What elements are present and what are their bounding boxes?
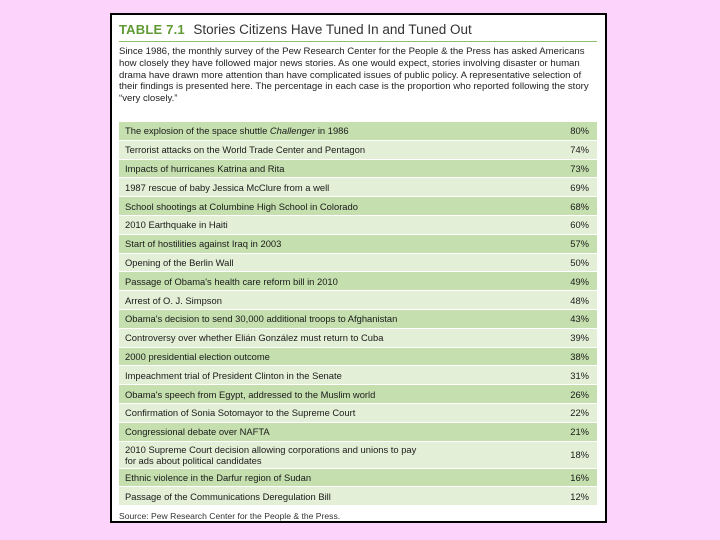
percentage-cell: 12%: [543, 487, 597, 506]
table-row: [119, 422, 597, 441]
story-cell: Terrorist attacks on the World Trade Center and Pentagon: [119, 140, 543, 159]
percentage-cell: 50%: [543, 253, 597, 272]
story-cell: Impacts of hurricanes Katrina and Rita: [119, 159, 543, 178]
table-row: [119, 122, 597, 140]
story-text: The explosion of the space shuttle: [125, 125, 270, 137]
percentage-cell: 16%: [543, 468, 597, 487]
table-row: [119, 234, 597, 253]
table-row: [119, 178, 597, 197]
percentage-cell: 48%: [543, 291, 597, 310]
table-row: [119, 159, 597, 178]
story-italic-name: Challenger: [269, 125, 316, 137]
percentage-cell: 80%: [543, 122, 597, 140]
story-cell: Impeachment trial of President Clinton in the Senate: [119, 366, 543, 385]
table-intro: Since 1986, the monthly survey of the Pew Research Center for the People & the Press has asked Americans how closely they have followed major news stories. As one would expect, stories involving disaster or human drama have drawn more attention than have complicated issues of public policy. A representative selection of their findings is presented here. The percentage in each case is the proportion who reported following the story “very closely.”: [119, 46, 589, 105]
story-cell: Obama's speech from Egypt, addressed to the Muslim world: [119, 385, 543, 404]
story-cell: 2010 Earthquake in Haiti: [119, 215, 543, 234]
story-cell: Confirmation of Sonia Sotomayor to the Supreme Court: [119, 403, 543, 422]
story-cell: Opening of the Berlin Wall: [119, 253, 543, 272]
percentage-cell: 49%: [543, 272, 597, 291]
percentage-cell: 26%: [543, 385, 597, 404]
story-cell: Controversy over whether Elián González must return to Cuba: [119, 328, 543, 347]
table-row: [119, 385, 597, 404]
percentage-cell: 22%: [543, 403, 597, 422]
percentage-cell: 38%: [543, 347, 597, 366]
table-row: [119, 253, 597, 272]
percentage-cell: 57%: [543, 234, 597, 253]
story-cell: Start of hostilities against Iraq in 2003: [119, 234, 543, 253]
story-cell: Ethnic violence in the Darfur region of Sudan: [119, 468, 543, 487]
table-header: [119, 21, 597, 39]
table-frame: [110, 13, 607, 523]
table-row: [119, 366, 597, 385]
percentage-cell: 39%: [543, 328, 597, 347]
story-cell: Passage of Obama's health care reform bill in 2010: [119, 272, 543, 291]
table-row: [119, 441, 597, 468]
percentage-cell: 68%: [543, 197, 597, 216]
table-label: TABLE 7.1: [119, 22, 185, 37]
table-row: [119, 215, 597, 234]
table-row: [119, 291, 597, 310]
story-cell: 1987 rescue of baby Jessica McClure from a well: [119, 178, 543, 197]
percentage-cell: 69%: [543, 178, 597, 197]
table-row: [119, 347, 597, 366]
percentage-cell: 21%: [543, 422, 597, 441]
story-cell: Obama's decision to send 30,000 additional troops to Afghanistan: [119, 309, 543, 328]
story-cell: Passage of the Communications Deregulation Bill: [119, 487, 543, 506]
table-source: Source: Pew Research Center for the People & the Press.: [119, 511, 341, 522]
story-cell: School shootings at Columbine High School in Colorado: [119, 197, 543, 216]
story-cell: 2000 presidential election outcome: [119, 347, 543, 366]
story-text: in 1986: [315, 125, 349, 137]
table-row: [119, 197, 597, 216]
story-cell: 2010 Supreme Court decision allowing corporations and unions to pay for ads about political candidates: [119, 441, 543, 468]
table-title: Stories Citizens Have Tuned In and Tuned Out: [193, 22, 472, 37]
percentage-cell: 31%: [543, 366, 597, 385]
table-row: [119, 140, 597, 159]
story-cell: Arrest of O. J. Simpson: [119, 291, 543, 310]
percentage-cell: 74%: [543, 140, 597, 159]
percentage-cell: 18%: [543, 441, 597, 468]
table-content: [119, 21, 597, 521]
title-divider: [119, 41, 597, 42]
percentage-cell: 60%: [543, 215, 597, 234]
stories-table: [119, 122, 597, 506]
percentage-cell: 43%: [543, 309, 597, 328]
story-cell: [119, 122, 543, 140]
table-row: [119, 468, 597, 487]
story-cell: Congressional debate over NAFTA: [119, 422, 543, 441]
table-row: [119, 309, 597, 328]
table-row: [119, 403, 597, 422]
percentage-cell: 73%: [543, 159, 597, 178]
stories-table-body: [119, 122, 597, 506]
table-row: [119, 487, 597, 506]
table-row: [119, 272, 597, 291]
table-row: [119, 328, 597, 347]
